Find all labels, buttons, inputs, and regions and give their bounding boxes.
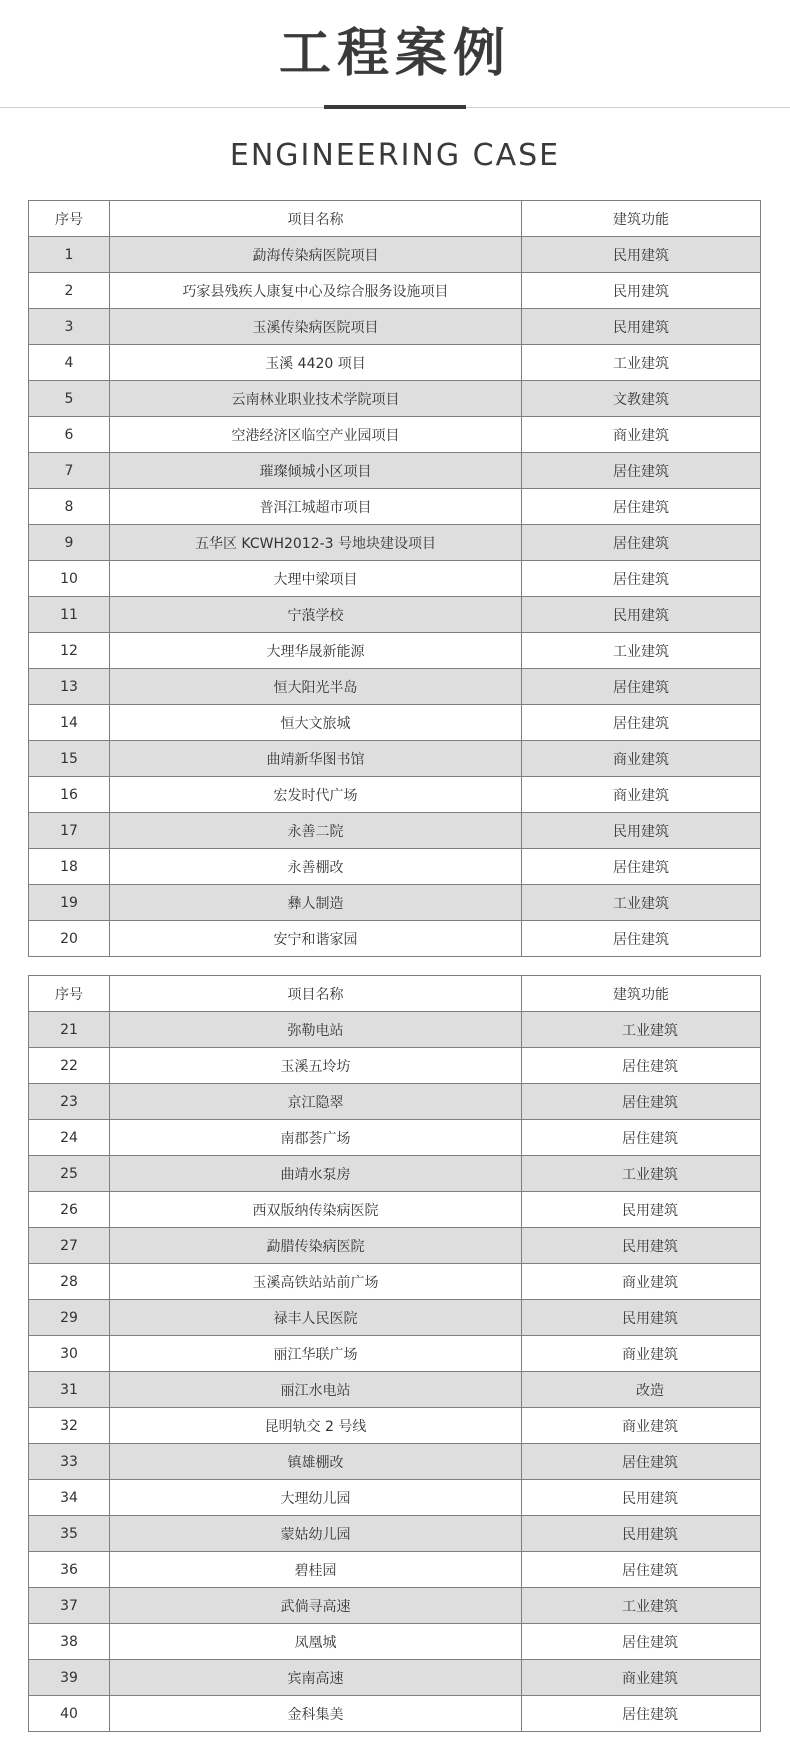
row-number-cell: 12	[29, 633, 110, 669]
building-function-cell: 民用建筑	[522, 1192, 761, 1228]
column-header-no: 序号	[29, 976, 110, 1012]
building-function-cell: 居住建筑	[522, 525, 761, 561]
building-function-cell: 工业建筑	[522, 1012, 761, 1048]
table-row	[29, 1372, 761, 1408]
table-row	[29, 1048, 761, 1084]
project-name-cell: 勐海传染病医院项目	[110, 237, 522, 273]
project-name-cell: 曲靖水泵房	[110, 1156, 522, 1192]
title-divider-accent	[324, 105, 466, 109]
row-number-cell: 6	[29, 417, 110, 453]
building-function-cell: 民用建筑	[522, 1300, 761, 1336]
project-name-cell: 昆明轨交 2 号线	[110, 1408, 522, 1444]
row-number-cell: 34	[29, 1480, 110, 1516]
building-function-cell: 商业建筑	[522, 1408, 761, 1444]
table-row	[29, 453, 761, 489]
building-function-cell: 居住建筑	[522, 921, 761, 957]
building-function-cell: 居住建筑	[522, 1552, 761, 1588]
building-function-cell: 民用建筑	[522, 813, 761, 849]
table-row	[29, 1156, 761, 1192]
building-function-cell: 工业建筑	[522, 1156, 761, 1192]
row-number-cell: 1	[29, 237, 110, 273]
building-function-cell: 改造	[522, 1372, 761, 1408]
case-table-1	[28, 200, 761, 957]
project-name-cell: 云南林业职业技术学院项目	[110, 381, 522, 417]
table-row	[29, 1264, 761, 1300]
project-name-cell: 玉溪高铁站站前广场	[110, 1264, 522, 1300]
row-number-cell: 13	[29, 669, 110, 705]
building-function-cell: 居住建筑	[522, 1120, 761, 1156]
row-number-cell: 24	[29, 1120, 110, 1156]
project-name-cell: 金科集美	[110, 1696, 522, 1732]
project-name-cell: 五华区 KCWH2012-3 号地块建设项目	[110, 525, 522, 561]
row-number-cell: 11	[29, 597, 110, 633]
table-row	[29, 1444, 761, 1480]
row-number-cell: 3	[29, 309, 110, 345]
page-title: 工程案例	[278, 24, 511, 84]
building-function-cell: 居住建筑	[522, 453, 761, 489]
table-row	[29, 1336, 761, 1372]
project-name-cell: 武倘寻高速	[110, 1588, 522, 1624]
row-number-cell: 26	[29, 1192, 110, 1228]
table-row	[29, 417, 761, 453]
table-header-row	[29, 976, 761, 1012]
table-row	[29, 1084, 761, 1120]
building-function-cell: 居住建筑	[522, 1048, 761, 1084]
project-name-cell: 凤凰城	[110, 1624, 522, 1660]
building-function-cell: 民用建筑	[522, 237, 761, 273]
building-function-cell: 居住建筑	[522, 561, 761, 597]
project-name-cell: 玉溪五坽坊	[110, 1048, 522, 1084]
table-row	[29, 1300, 761, 1336]
row-number-cell: 36	[29, 1552, 110, 1588]
building-function-cell: 商业建筑	[522, 1336, 761, 1372]
row-number-cell: 2	[29, 273, 110, 309]
project-name-cell: 碧桂园	[110, 1552, 522, 1588]
project-name-cell: 永善棚改	[110, 849, 522, 885]
building-function-cell: 居住建筑	[522, 669, 761, 705]
project-name-cell: 大理幼儿园	[110, 1480, 522, 1516]
table-row	[29, 345, 761, 381]
project-name-cell: 勐腊传染病医院	[110, 1228, 522, 1264]
table-row	[29, 849, 761, 885]
building-function-cell: 工业建筑	[522, 885, 761, 921]
project-name-cell: 蒙姑幼儿园	[110, 1516, 522, 1552]
project-name-cell: 弥勒电站	[110, 1012, 522, 1048]
row-number-cell: 29	[29, 1300, 110, 1336]
building-function-cell: 民用建筑	[522, 309, 761, 345]
project-name-cell: 曲靖新华图书馆	[110, 741, 522, 777]
row-number-cell: 9	[29, 525, 110, 561]
table-row	[29, 1552, 761, 1588]
building-function-cell: 居住建筑	[522, 1624, 761, 1660]
project-name-cell: 普洱江城超市项目	[110, 489, 522, 525]
table-row	[29, 1588, 761, 1624]
table-row	[29, 1660, 761, 1696]
project-name-cell: 空港经济区临空产业园项目	[110, 417, 522, 453]
column-header-no: 序号	[29, 201, 110, 237]
table-row	[29, 1192, 761, 1228]
row-number-cell: 5	[29, 381, 110, 417]
table-row	[29, 1480, 761, 1516]
row-number-cell: 10	[29, 561, 110, 597]
project-name-cell: 大理中梁项目	[110, 561, 522, 597]
project-name-cell: 永善二院	[110, 813, 522, 849]
building-function-cell: 工业建筑	[522, 633, 761, 669]
table-row	[29, 1228, 761, 1264]
table-row	[29, 741, 761, 777]
project-name-cell: 彝人制造	[110, 885, 522, 921]
row-number-cell: 40	[29, 1696, 110, 1732]
table-row	[29, 777, 761, 813]
column-header-function: 建筑功能	[522, 976, 761, 1012]
table-row	[29, 489, 761, 525]
table-row	[29, 309, 761, 345]
table-row	[29, 1120, 761, 1156]
building-function-cell: 居住建筑	[522, 489, 761, 525]
project-name-cell: 安宁和谐家园	[110, 921, 522, 957]
table-row	[29, 525, 761, 561]
building-function-cell: 居住建筑	[522, 849, 761, 885]
building-function-cell: 民用建筑	[522, 1516, 761, 1552]
row-number-cell: 25	[29, 1156, 110, 1192]
project-name-cell: 璀璨倾城小区项目	[110, 453, 522, 489]
building-function-cell: 居住建筑	[522, 1084, 761, 1120]
building-function-cell: 民用建筑	[522, 1228, 761, 1264]
table-row	[29, 885, 761, 921]
table-row	[29, 921, 761, 957]
project-name-cell: 恒大阳光半岛	[110, 669, 522, 705]
building-function-cell: 居住建筑	[522, 1696, 761, 1732]
row-number-cell: 19	[29, 885, 110, 921]
project-name-cell: 宾南高速	[110, 1660, 522, 1696]
project-name-cell: 西双版纳传染病医院	[110, 1192, 522, 1228]
project-name-cell: 宁蒗学校	[110, 597, 522, 633]
row-number-cell: 22	[29, 1048, 110, 1084]
table-row	[29, 669, 761, 705]
row-number-cell: 31	[29, 1372, 110, 1408]
building-function-cell: 民用建筑	[522, 597, 761, 633]
project-name-cell: 丽江水电站	[110, 1372, 522, 1408]
building-function-cell: 文教建筑	[522, 381, 761, 417]
row-number-cell: 4	[29, 345, 110, 381]
project-name-cell: 玉溪传染病医院项目	[110, 309, 522, 345]
column-header-function: 建筑功能	[522, 201, 761, 237]
table-row	[29, 273, 761, 309]
project-name-cell: 南郡荟广场	[110, 1120, 522, 1156]
building-function-cell: 居住建筑	[522, 1444, 761, 1480]
row-number-cell: 17	[29, 813, 110, 849]
project-name-cell: 宏发时代广场	[110, 777, 522, 813]
table-row	[29, 813, 761, 849]
row-number-cell: 20	[29, 921, 110, 957]
building-function-cell: 居住建筑	[522, 705, 761, 741]
project-name-cell: 镇雄棚改	[110, 1444, 522, 1480]
project-name-cell: 禄丰人民医院	[110, 1300, 522, 1336]
table-row	[29, 381, 761, 417]
building-function-cell: 商业建筑	[522, 1264, 761, 1300]
row-number-cell: 33	[29, 1444, 110, 1480]
row-number-cell: 23	[29, 1084, 110, 1120]
row-number-cell: 7	[29, 453, 110, 489]
project-name-cell: 恒大文旅城	[110, 705, 522, 741]
building-function-cell: 商业建筑	[522, 417, 761, 453]
project-name-cell: 丽江华联广场	[110, 1336, 522, 1372]
project-name-cell: 玉溪 4420 项目	[110, 345, 522, 381]
table-header-row	[29, 201, 761, 237]
column-header-name: 项目名称	[110, 976, 522, 1012]
table-row	[29, 1696, 761, 1732]
project-name-cell: 巧家县残疾人康复中心及综合服务设施项目	[110, 273, 522, 309]
row-number-cell: 27	[29, 1228, 110, 1264]
row-number-cell: 21	[29, 1012, 110, 1048]
table-row	[29, 633, 761, 669]
case-table-2	[28, 975, 761, 1732]
row-number-cell: 15	[29, 741, 110, 777]
row-number-cell: 30	[29, 1336, 110, 1372]
row-number-cell: 14	[29, 705, 110, 741]
table-row	[29, 1624, 761, 1660]
row-number-cell: 35	[29, 1516, 110, 1552]
row-number-cell: 38	[29, 1624, 110, 1660]
building-function-cell: 民用建筑	[522, 273, 761, 309]
row-number-cell: 28	[29, 1264, 110, 1300]
project-name-cell: 京江隐翠	[110, 1084, 522, 1120]
row-number-cell: 16	[29, 777, 110, 813]
table-row	[29, 1408, 761, 1444]
table-row	[29, 705, 761, 741]
page-subtitle: ENGINEERING CASE	[229, 138, 561, 173]
table-row	[29, 1516, 761, 1552]
table-row	[29, 237, 761, 273]
building-function-cell: 工业建筑	[522, 1588, 761, 1624]
building-function-cell: 民用建筑	[522, 1480, 761, 1516]
table-row	[29, 1012, 761, 1048]
building-function-cell: 商业建筑	[522, 741, 761, 777]
building-function-cell: 商业建筑	[522, 777, 761, 813]
table-row	[29, 561, 761, 597]
row-number-cell: 18	[29, 849, 110, 885]
building-function-cell: 商业建筑	[522, 1660, 761, 1696]
project-name-cell: 大理华晟新能源	[110, 633, 522, 669]
row-number-cell: 32	[29, 1408, 110, 1444]
row-number-cell: 37	[29, 1588, 110, 1624]
building-function-cell: 工业建筑	[522, 345, 761, 381]
row-number-cell: 39	[29, 1660, 110, 1696]
column-header-name: 项目名称	[110, 201, 522, 237]
table-row	[29, 597, 761, 633]
row-number-cell: 8	[29, 489, 110, 525]
